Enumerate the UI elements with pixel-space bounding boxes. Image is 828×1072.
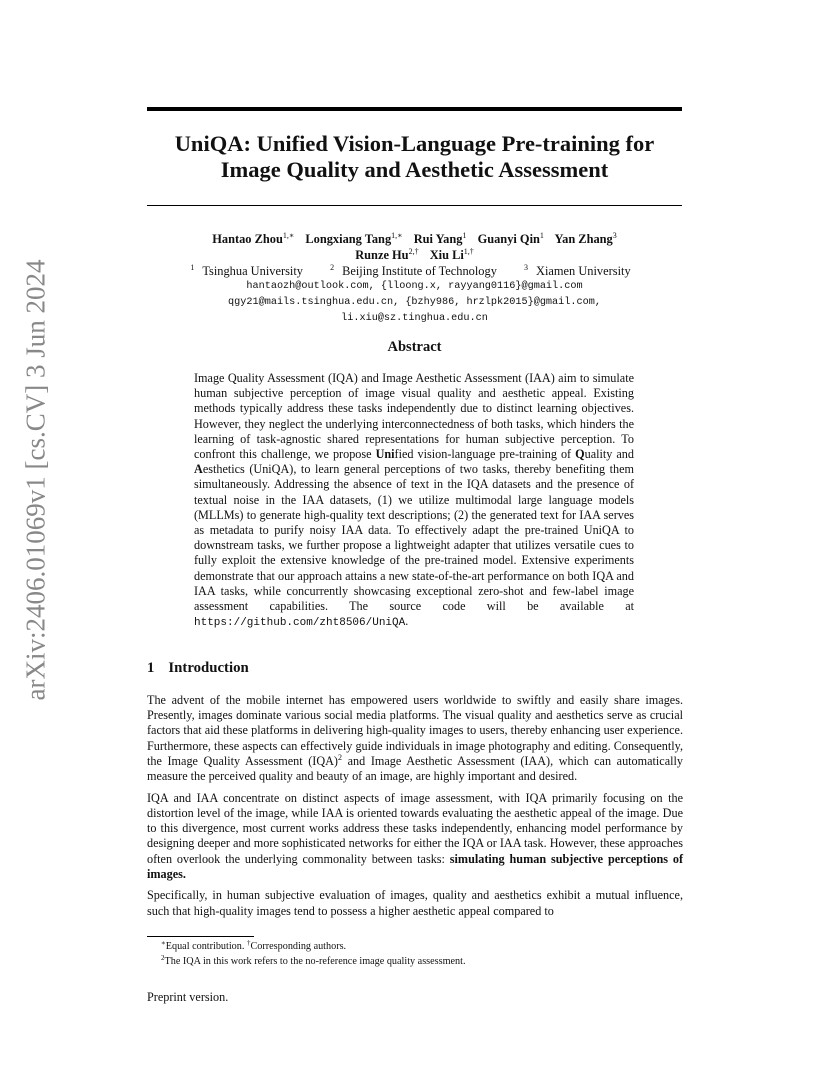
section-number: 1 <box>147 660 155 676</box>
author-line-2 <box>147 247 682 263</box>
arxiv-id: arXiv:2406.01069v1 [cs.CV] 3 Jun 2024 <box>20 259 51 701</box>
section-title: Introduction <box>168 660 249 676</box>
author: Guanyi Qin$^1$ <box>477 231 544 246</box>
footnote: $^2$The IQA in this work refers to the no-reference image quality assessment. <box>161 954 466 967</box>
footnote-rule <box>147 936 254 937</box>
footnote: ∗Equal contribution. †Corresponding authors. <box>161 939 347 952</box>
author-block <box>147 231 682 327</box>
email-line: qgy21@mails.tsinghua.edu.cn, {bzhy986, hrzlpk2015}@gmail.com, <box>228 297 601 308</box>
author: Yan Zhang$^3$ <box>554 231 617 246</box>
abstract-text: Image Quality Assessment (IQA) and Image Aesthetic Assessment (IAA) aim to simulate human subjective perception of image visual quality and aesthetic appeal. Existing methods typically address these tasks independently due to distinct learning objectives. However, they neglect the underlying interconnectedness of both tasks, which hinders the learning of task-agnostic shared representations for human subjective perception. To confront this challenge, we propose Unified vision-language pre-training of Quality and Aesthetics (UniQA), to learn general perceptions of two tasks, thereby benefiting them simultaneously. Addressing the absence of text in the IQA datasets and the presence of textual noise in the IAA datasets, (1) we utilize multimodal large language models (MLLMs) to generate high-quality text descriptions; (2) the generated text for IAA serves as metadata to purify noisy IAA data. To effectively adapt the pre-trained UniQA to downstream tasks, we further propose a lightweight adapter that utilizes versatile cues to fully exploit the extensive knowledge of the pre-trained model. Extensive experiments demonstrate that our approach attains a new state-of-the-art performance on both IQA and IAA tasks, while concurrently showcasing exceptional zero-shot and few-label image assessment capabilities. The source code will be available at https://github.com/zht8506/UniQA. <box>194 371 634 630</box>
footnotes <box>161 939 466 969</box>
title-line-2: Image Quality and Aesthetic Assessment <box>220 157 609 182</box>
author: Hantao Zhou$^{1,∗}$ <box>212 231 295 246</box>
author-line-1 <box>147 231 682 247</box>
title-top-rule <box>147 107 682 111</box>
title-line-1: UniQA: Unified Vision-Language Pre-training for <box>174 131 655 156</box>
paragraph: The advent of the mobile internet has empowered users worldwide to swiftly and easily share images. Presently, images dominate various social media platforms. The visual quality and aesthetics serve as crucial factors that aid these platforms in delivering high-quality images to users, thereby enhancing user experience. Furthermore, these aspects can effectively guide individuals in image photography and editing. Consequently, the Image Quality Assessment (IQA)$^2$ and Image Aesthetic Assessment (IAA), which can automatically measure the perceived quality and beauty of an image, are highly important and desired. <box>147 693 683 784</box>
author: Runze $Hu^{2,\dagger}$ <box>355 247 419 262</box>
introduction-body <box>147 693 683 925</box>
affiliations <box>147 263 682 279</box>
email-line: hantaozh@outlook.com, {lloong.x, rayyang0116}@gmail.com <box>246 281 583 292</box>
affiliation: $^2$ Beijing Institute of Technology <box>330 263 497 278</box>
paragraph: Specifically, in human subjective evaluation of images, quality and aesthetics exhibit a mutual influence, such that high-quality images tend to possess a higher aesthetic appeal compared to <box>147 888 683 918</box>
email-line: li.xiu@sz.tinghua.edu.cn <box>341 313 488 324</box>
abstract-heading: Abstract <box>387 339 442 355</box>
code-url-link[interactable]: https://github.com/zht8506/UniQA <box>194 617 406 630</box>
title-bottom-rule <box>147 205 682 206</box>
affiliation: $^1$ Tsinghua University <box>190 263 303 278</box>
paper-title <box>147 131 682 183</box>
section-heading <box>147 660 249 677</box>
footnote-ref[interactable]: 2 <box>338 752 342 762</box>
author: Xiu $Li^{1,\dagger}$ <box>429 247 474 262</box>
affiliation: $^3$ Xiamen University <box>524 263 631 278</box>
author: Longxiang Tang$^{1,∗}$ <box>305 231 403 246</box>
author: Rui Yang$^1$ <box>413 231 467 246</box>
paragraph: IQA and IAA concentrate on distinct aspects of image assessment, with IQA primarily focusing on the distortion level of the image, while IAA is oriented towards evaluating the aesthetic appeal of the image. Due to this divergence, most current works address these tasks independently, enhancing model performance by designing deeper and more sophisticated networks for either the IQA or IAA task. However, these approaches often overlook the underlying commonality between tasks: simulating human subjective perceptions of images. <box>147 790 684 881</box>
preprint-note: Preprint version. <box>147 990 229 1004</box>
